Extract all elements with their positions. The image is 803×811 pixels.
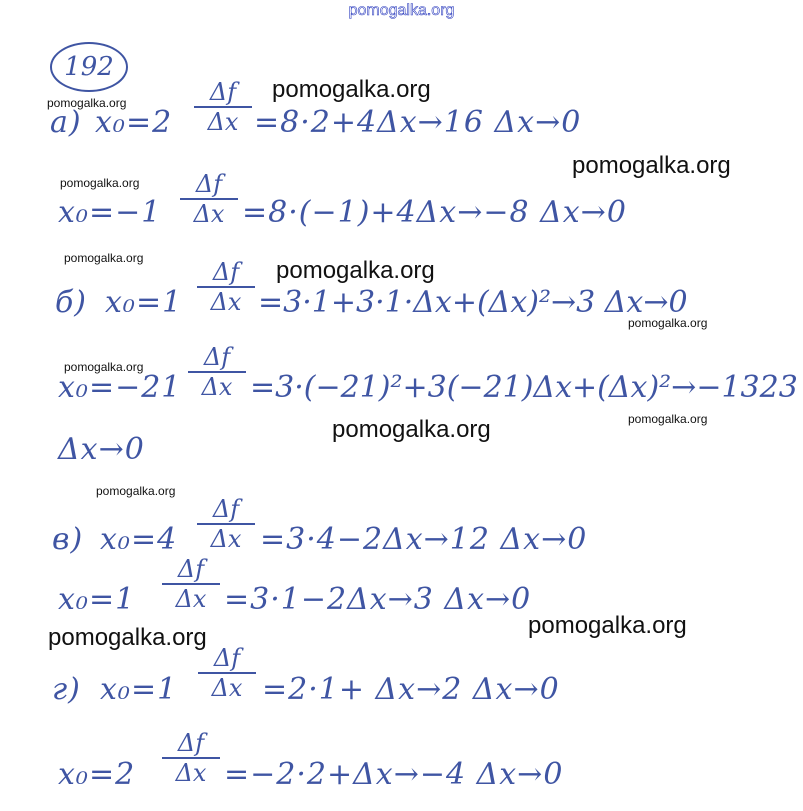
line-6-frac-num: Δf [212, 495, 240, 523]
line-3-label: б) [55, 285, 88, 320]
line-8-frac-num: Δf [213, 644, 241, 672]
watermark: pomogalka.org [628, 316, 708, 330]
line-3-fraction [195, 260, 257, 314]
line-8-lhs: x₀=1 [100, 672, 178, 707]
problem-number: 192 [50, 42, 128, 92]
line-6-fraction [195, 497, 257, 551]
line-8-rhs: =2·1+ Δx→2 Δx→0 [262, 672, 560, 707]
line-9-rhs: =−2·2+Δx→−4 Δx→0 [224, 757, 564, 792]
watermark: pomogalka.org [528, 612, 687, 639]
line-9-lhs: x₀=2 [58, 757, 136, 792]
watermark: pomogalka.org [48, 624, 207, 651]
line-9-frac-den: Δx [175, 759, 207, 787]
line-3-rhs: =3·1+3·1·Δx+(Δx)²→3 Δx→0 [258, 285, 688, 320]
line-3-lhs: x₀=1 [105, 285, 183, 320]
line-7-frac-num: Δf [177, 555, 205, 583]
line-4-frac-num: Δf [203, 343, 231, 371]
line-2-lhs: x₀=−1 [58, 195, 162, 230]
watermark: pomogalka.org [64, 360, 144, 374]
watermark: pomogalka.org [272, 76, 431, 103]
line-2-frac-num: Δf [195, 170, 223, 198]
watermark: pomogalka.org [332, 416, 491, 443]
watermark: pomogalka.org [96, 484, 176, 498]
line-7-rhs: =3·1−2Δx→3 Δx→0 [224, 582, 532, 617]
line-9-frac-num: Δf [177, 729, 205, 757]
line-8-fraction [196, 646, 258, 700]
line-1-frac-num: Δf [209, 78, 237, 106]
line-1-rhs: =8·2+4Δx→16 Δx→0 [254, 105, 582, 140]
line-8-label: г) [52, 672, 81, 707]
line-7-fraction [160, 557, 222, 611]
watermark: pomogalka.org [47, 96, 127, 110]
line-2-frac-den: Δx [193, 200, 225, 228]
line-5-rhs: Δx→0 [58, 432, 145, 467]
line-6-lhs: x₀=4 [100, 522, 178, 557]
line-4-fraction [186, 345, 248, 399]
watermark: pomogalka.org [628, 412, 708, 426]
line-2-rhs: =8·(−1)+4Δx→−8 Δx→0 [242, 195, 627, 230]
watermark: pomogalka.org [572, 152, 731, 179]
line-8-frac-den: Δx [211, 674, 243, 702]
line-7-lhs: x₀=1 [58, 582, 136, 617]
line-6-label: в) [52, 522, 84, 557]
line-1-frac-den: Δx [207, 108, 239, 136]
watermark: pomogalka.org [276, 257, 435, 284]
line-4-frac-den: Δx [201, 373, 233, 401]
line-2-fraction [178, 172, 240, 226]
line-1-lhs: x₀=2 [95, 105, 173, 140]
line-1-label: а) [50, 105, 82, 140]
line-7-frac-den: Δx [175, 585, 207, 613]
line-4-lhs: x₀=−21 [58, 370, 182, 405]
line-4-rhs: =3·(−21)²+3(−21)Δx+(Δx)²→−1323 [250, 370, 798, 405]
watermark: pomogalka.org [60, 176, 140, 190]
site-watermark-header: pomogalka.org [348, 2, 455, 19]
line-3-frac-num: Δf [212, 258, 240, 286]
line-6-rhs: =3·4−2Δx→12 Δx→0 [260, 522, 588, 557]
line-6-frac-den: Δx [210, 525, 242, 553]
watermark: pomogalka.org [64, 251, 144, 265]
line-9-fraction [160, 731, 222, 785]
line-1-fraction [192, 80, 254, 134]
line-3-frac-den: Δx [210, 288, 242, 316]
